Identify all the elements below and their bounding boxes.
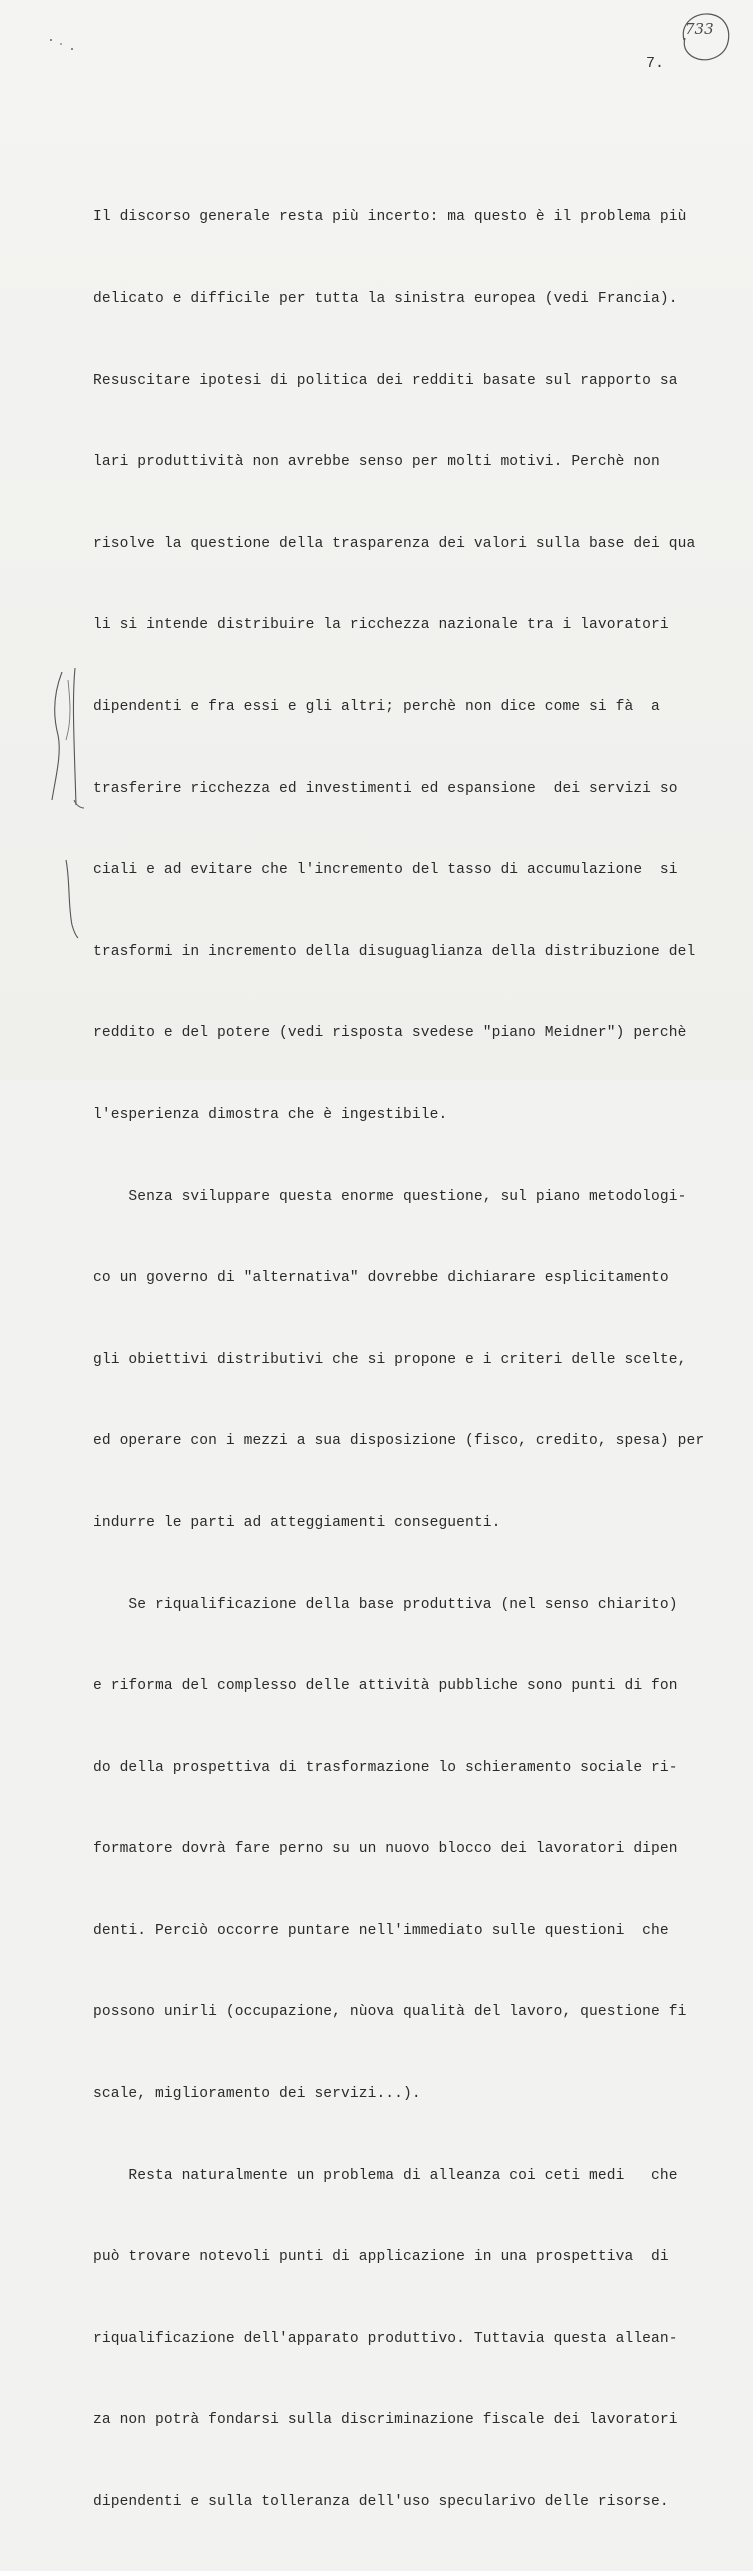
text-line: Il discorso generale resta più incerto: ma questo è il problema più — [93, 209, 687, 226]
text-line: co un governo di "alternativa" dovrebbe dichiarare esplicitamento — [93, 1270, 669, 1287]
page-number: 7. — [646, 55, 665, 72]
text-line: reddito e del potere (vedi risposta svedese "piano Meidner") perchè — [93, 1025, 687, 1042]
margin-bracket-marks — [0, 0, 100, 1080]
text-line: ciali e ad evitare che l'incremento del tasso di accumulazione si — [93, 862, 678, 879]
text-line: lari produttività non avrebbe senso per molti motivi. Perchè non — [93, 454, 660, 471]
text-line: Resta naturalmente un problema di alleanza coi ceti medi che — [93, 2167, 678, 2184]
text-line: dipendenti e sulla tolleranza dell'uso specularivo delle risorse. — [93, 2494, 669, 2511]
text-line: do della prospettiva di trasformazione lo schieramento sociale ri- — [93, 1759, 678, 1776]
text-line: scale, miglioramento dei servizi...). — [93, 2086, 421, 2103]
text-line: gli obiettivi distributivi che si propone e i criteri delle scelte, — [93, 1351, 687, 1368]
text-line: trasformi in incremento della disuguaglianza della distribuzione del — [93, 943, 696, 960]
stamp-number: 733 — [685, 20, 714, 38]
text-line: l'esperienza dimostra che è ingestibile. — [93, 1106, 448, 1123]
text-line: delicato e difficile per tutta la sinistra europea (vedi Francia). — [93, 291, 678, 307]
text-line: denti. Perciò occorre puntare nell'immediato sulle questioni che — [93, 1922, 669, 1939]
typed-body-text — [93, 150, 743, 2571]
text-line: Se riqualificazione della base produttiva (nel senso chiarito) — [93, 1596, 678, 1613]
text-line: dipendenti e fra essi e gli altri; perchè non dice come si fà a — [93, 698, 660, 715]
text-line: Senza sviluppare questa enorme questione, sul piano metodologi- — [93, 1188, 687, 1205]
text-line: indurre le parti ad atteggiamenti conseguenti. — [93, 1514, 501, 1531]
text-line: formatore dovrà fare perno su un nuovo blocco dei lavoratori dipen — [93, 1841, 678, 1858]
text-line: Resuscitare ipotesi di politica dei redditi basate sul rapporto sa — [93, 372, 678, 389]
text-line: trasferire ricchezza ed investimenti ed espansione dei servizi so — [93, 780, 678, 797]
text-line: riqualificazione dell'apparato produttivo. Tuttavia questa allean- — [93, 2330, 678, 2347]
text-line: possono unirli (occupazione, nùova qualità del lavoro, questione fi — [93, 2004, 687, 2021]
text-line: risolve la questione della trasparenza dei valori sulla base dei qua — [93, 535, 696, 552]
text-line: può trovare notevoli punti di applicazione in una prospettiva di — [93, 2249, 669, 2266]
text-line: e riforma del complesso delle attività pubbliche sono punti di fon — [93, 1678, 678, 1695]
text-line: li si intende distribuire la ricchezza nazionale tra i lavoratori — [93, 617, 669, 634]
text-line: za non potrà fondarsi sulla discriminazione fiscale dei lavoratori — [93, 2412, 678, 2429]
text-line: ed operare con i mezzi a sua disposizione (fisco, credito, spesa) per — [93, 1433, 705, 1450]
